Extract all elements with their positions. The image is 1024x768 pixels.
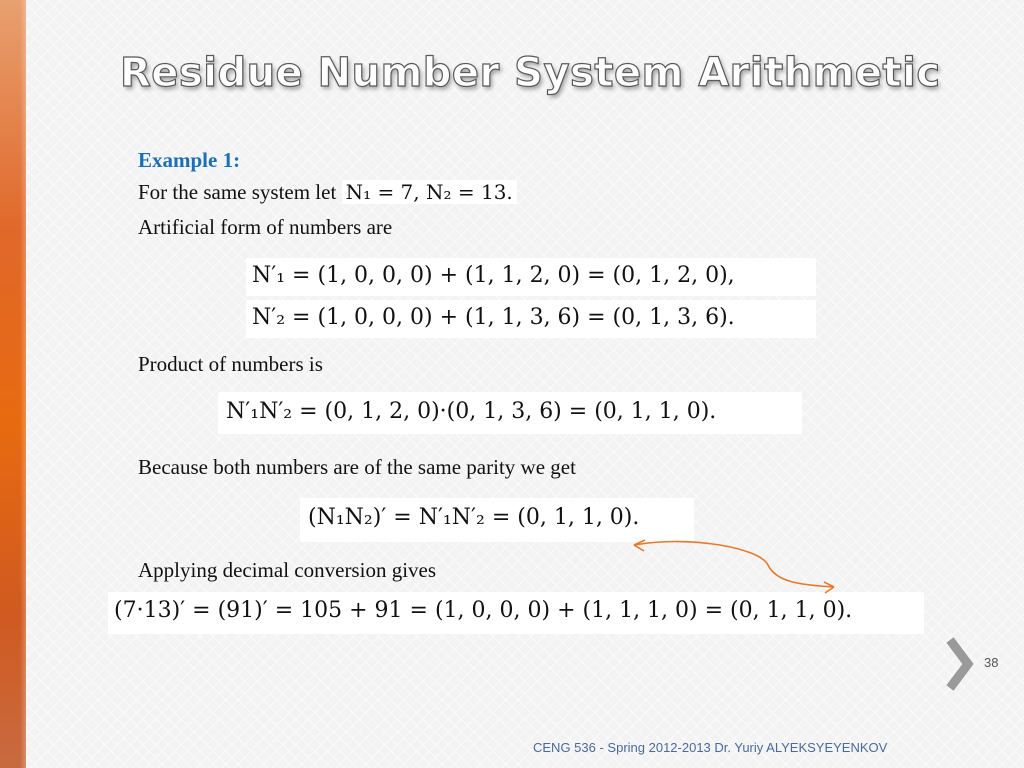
system-values: N₁ = 7, N₂ = 13. — [342, 180, 517, 204]
product-text: Product of numbers is — [138, 352, 323, 376]
slide-title: Residue Number System Arithmetic — [120, 50, 941, 96]
equation-product: N′₁N′₂ = (0, 1, 2, 0)·(0, 1, 3, 6) = (0, 1, 1, 0). — [218, 392, 802, 434]
system-text: For the same system let — [138, 180, 337, 204]
equation-n2-artificial: N′₂ = (1, 0, 0, 0) + (1, 1, 3, 6) = (0, 1, 3, 6). — [246, 300, 816, 338]
parity-text: Because both numbers are of the same parity we get — [138, 455, 576, 479]
footer-text: CENG 536 - Spring 2012-2013 Dr. Yuriy ALYEKSYEYENKOV — [533, 740, 888, 755]
equation-parity: (N₁N₂)′ = N′₁N′₂ = (0, 1, 1, 0). — [300, 498, 694, 542]
equation-conversion: (7·13)′ = (91)′ = 105 + 91 = (1, 0, 0, 0) + (1, 1, 1, 0) = (0, 1, 1, 0). — [108, 592, 924, 634]
artificial-form-text: Artificial form of numbers are — [138, 215, 393, 239]
left-accent-bar — [0, 0, 26, 768]
conversion-text: Applying decimal conversion gives — [138, 558, 437, 582]
system-statement — [138, 180, 517, 205]
page-number: 38 — [984, 655, 999, 670]
chevron-right-icon[interactable] — [944, 636, 974, 692]
equation-n1-artificial: N′₁ = (1, 0, 0, 0) + (1, 1, 2, 0) = (0, 1, 2, 0), — [246, 258, 816, 296]
example-label: Example 1: — [138, 148, 241, 172]
